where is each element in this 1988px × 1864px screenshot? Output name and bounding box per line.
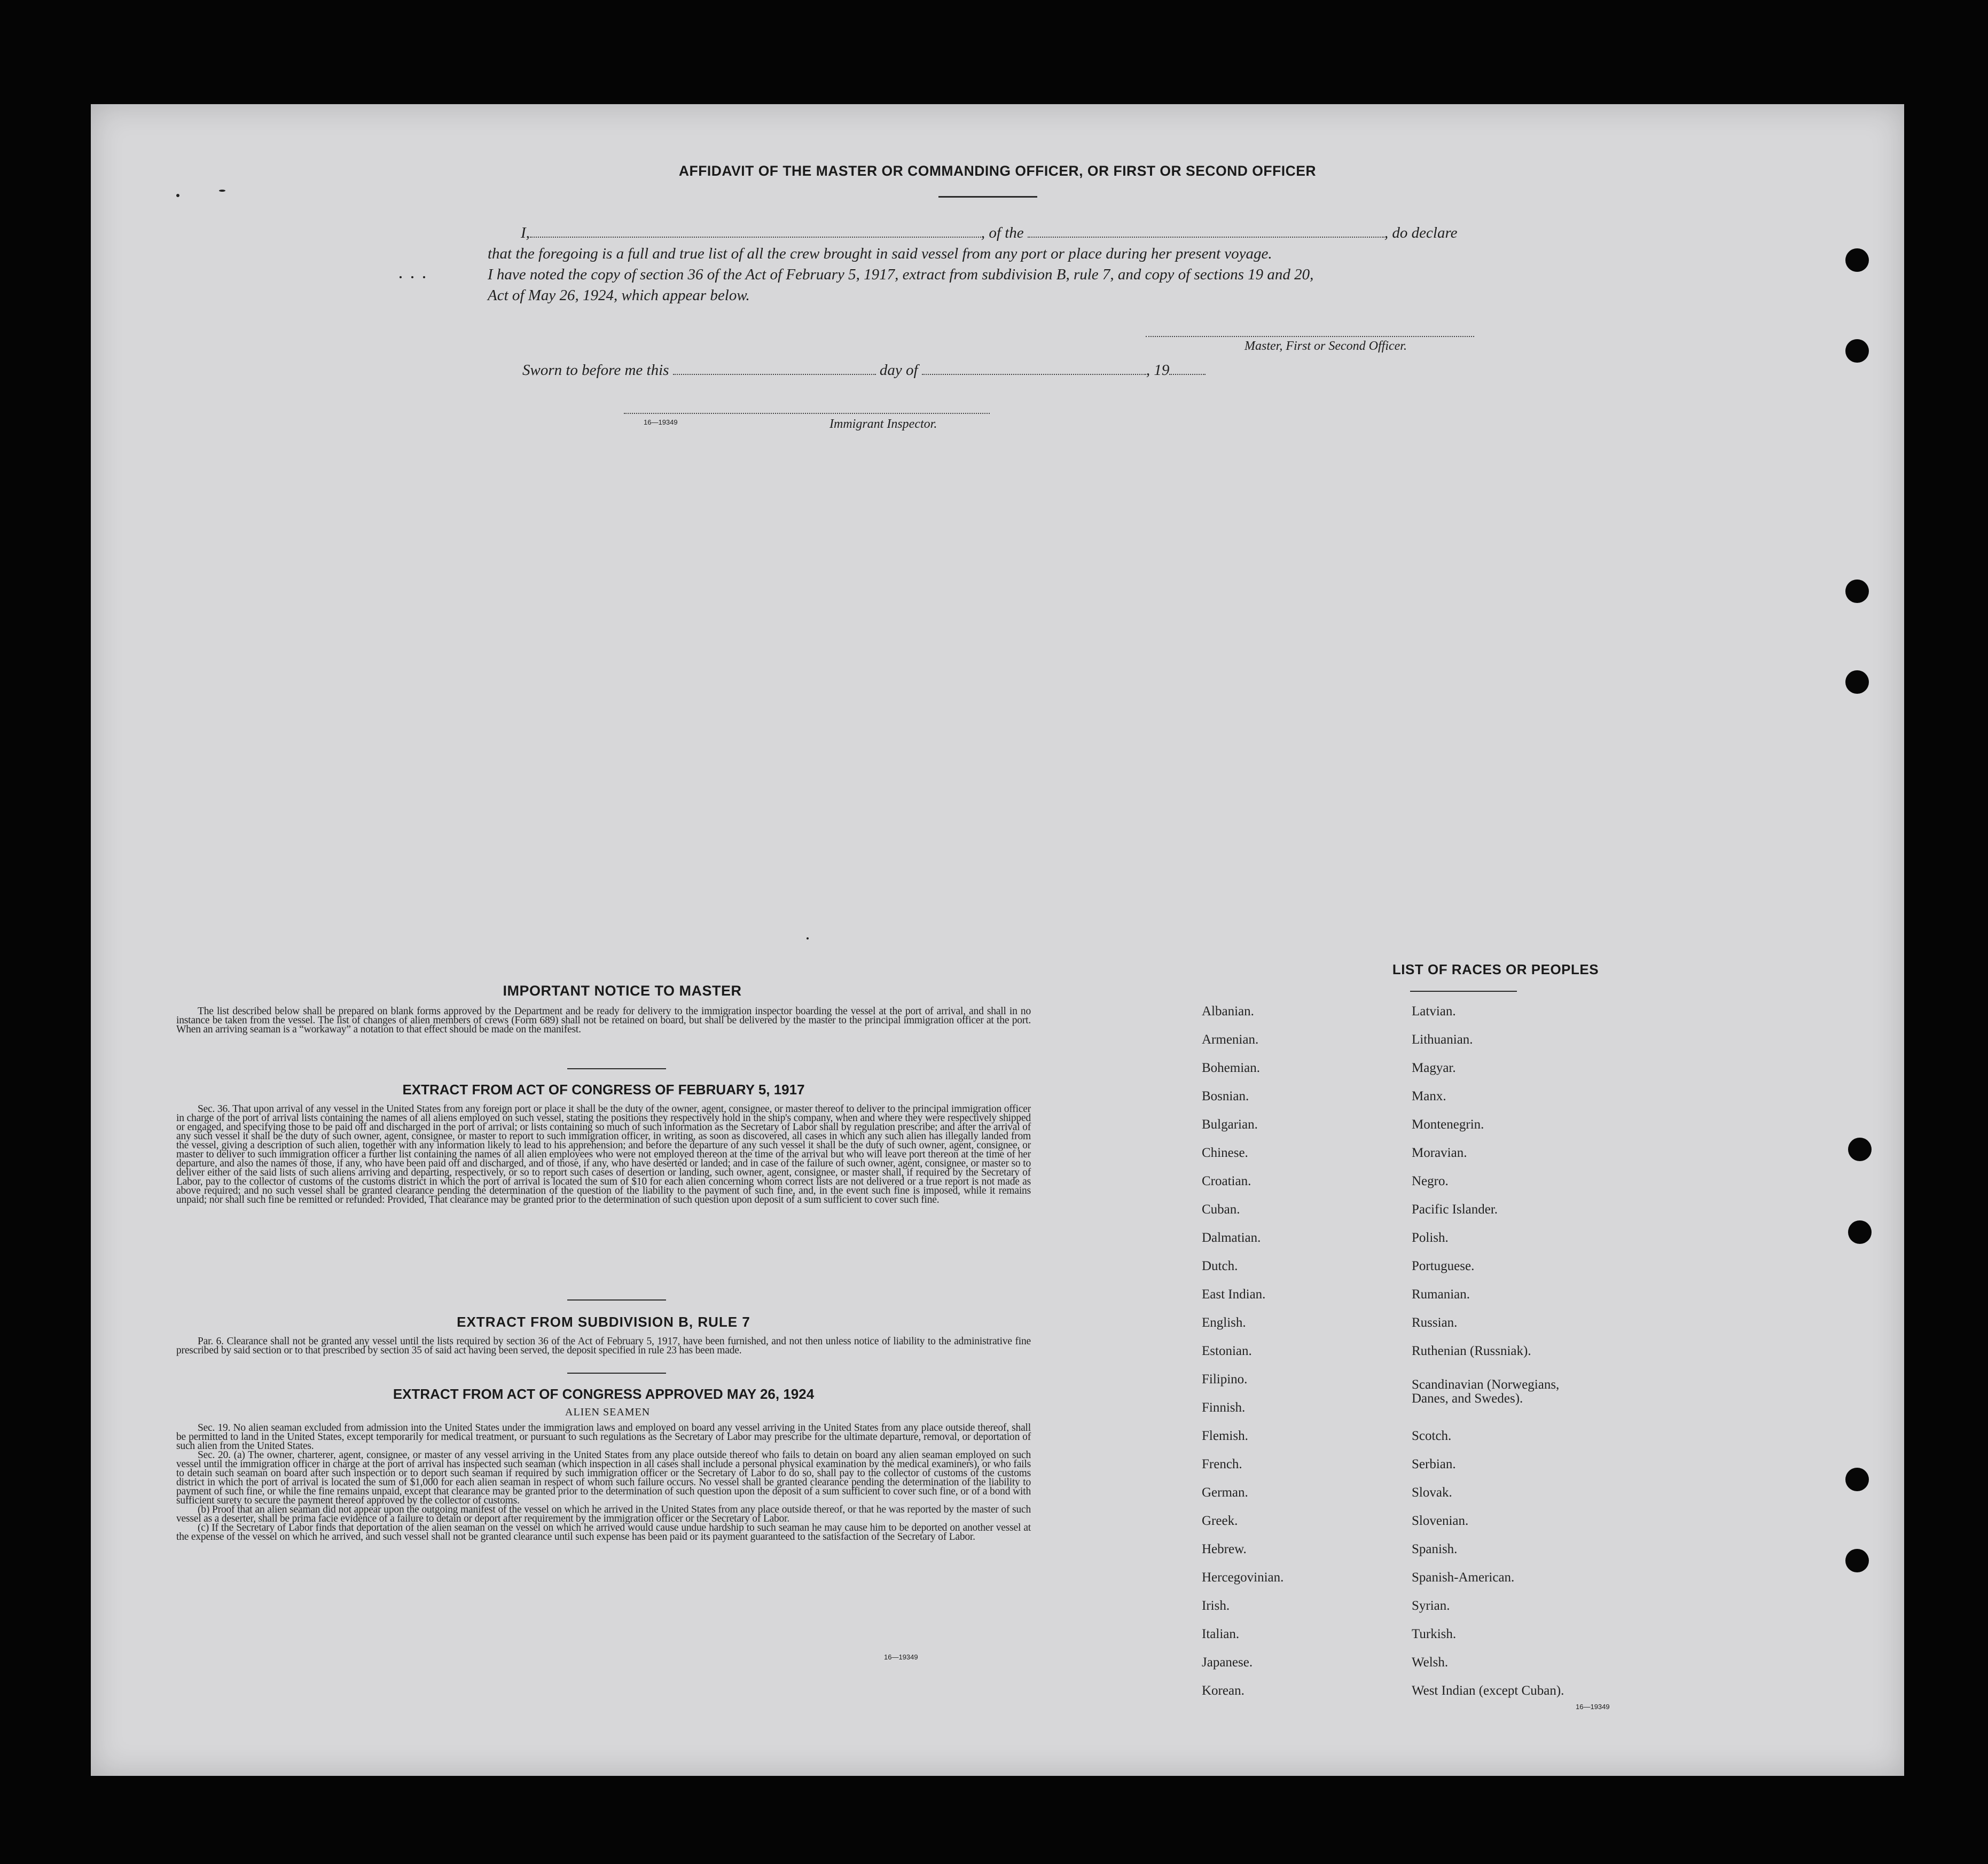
punch-hole (1845, 339, 1869, 363)
race-item: Slovak. (1412, 1485, 1452, 1500)
affidavit-title: AFFIDAVIT OF THE MASTER OR COMMANDING OFFICER, OR FIRST OR SECOND OFFICER (678, 163, 1317, 179)
race-item: East Indian. (1202, 1287, 1266, 1302)
race-item: Spanish. (1412, 1542, 1458, 1556)
race-item: Bulgarian. (1202, 1117, 1258, 1132)
declare-label: , do declare (1384, 224, 1458, 241)
race-item: Korean. (1202, 1683, 1245, 1698)
race-item: Flemish. (1202, 1429, 1248, 1443)
name-field[interactable] (530, 236, 981, 238)
speck (807, 937, 809, 939)
punch-hole (1845, 670, 1869, 694)
punch-hole (1845, 579, 1869, 603)
race-item: Polish. (1412, 1231, 1449, 1245)
notice-text (176, 1007, 1031, 1034)
race-item: Portuguese. (1412, 1259, 1475, 1273)
affidavit-line-4: Act of May 26, 1924, which appear below. (488, 287, 750, 304)
race-item: Dalmatian. (1202, 1231, 1261, 1245)
punch-hole (1848, 1220, 1872, 1244)
race-item: Estonian. (1202, 1344, 1252, 1358)
extract-1917-title: EXTRACT FROM ACT OF CONGRESS OF FEBRUARY 5, 1917 (402, 1082, 805, 1098)
rule-7-rule (567, 1373, 666, 1374)
extract-1924-title: EXTRACT FROM ACT OF CONGRESS APPROVED MAY 26, 1924 (393, 1386, 815, 1402)
races-title: LIST OF RACES OR PEOPLES (1392, 961, 1599, 977)
rule-7-text (176, 1337, 1031, 1355)
affidavit-line-1 (521, 224, 1458, 242)
races-rule (1410, 991, 1517, 992)
affidavit-title-rule (938, 196, 1037, 198)
race-item: Negro. (1412, 1174, 1449, 1188)
race-item: Scotch. (1412, 1429, 1452, 1443)
extract-form-number: 16—19349 (884, 1653, 918, 1661)
day-of-label: day of (879, 362, 918, 379)
speck (411, 276, 413, 278)
race-item: Russian. (1412, 1315, 1458, 1330)
race-item: Irish. (1202, 1599, 1230, 1613)
race-item: Spanish-American. (1412, 1570, 1515, 1585)
sworn-line (522, 362, 1206, 379)
sworn-day-field[interactable] (673, 373, 876, 375)
race-item: Serbian. (1412, 1457, 1456, 1471)
race-item: Armenian. (1202, 1032, 1259, 1047)
race-item: Bosnian. (1202, 1089, 1249, 1103)
sworn-year-field[interactable] (1169, 373, 1206, 375)
race-item: Japanese. (1202, 1655, 1253, 1670)
race-item: Turkish. (1412, 1627, 1457, 1641)
rule-7-title: EXTRACT FROM SUBDIVISION B, RULE 7 (457, 1314, 750, 1330)
race-item: Latvian. (1412, 1004, 1456, 1019)
race-item: Italian. (1202, 1627, 1240, 1641)
extract-1917-text (176, 1105, 1031, 1204)
sworn-label: Sworn to before me this (522, 362, 669, 379)
speck (176, 194, 179, 197)
extract-1917-rule (567, 1299, 666, 1301)
race-item: Syrian. (1412, 1599, 1450, 1613)
race-item: Lithuanian. (1412, 1032, 1473, 1047)
punch-hole (1845, 248, 1869, 272)
of-the-label: , of the (981, 224, 1024, 241)
race-item: Finnish. (1202, 1400, 1246, 1415)
race-item: Greek. (1202, 1514, 1238, 1528)
race-item: French. (1202, 1457, 1242, 1471)
section-20c-paragraph: (c) If the Secretary of Labor finds that deportation of the alien seaman on the vessel on which he arrived would cause undue hardship to such seaman he may cause him to be deported on another vessel at the expense of the vessel on which he arrived, and such vessel shall not be granted clearance until such expense has been paid or its payment guaranteed to the satisfaction of the Secretary of Labor. (176, 1522, 1031, 1542)
inspector-signature-line[interactable] (624, 413, 990, 414)
race-item: Chinese. (1202, 1146, 1248, 1160)
race-item: Ruthenian (Russniak). (1412, 1344, 1531, 1358)
form-number: 16—19349 (644, 418, 678, 426)
race-item: Hebrew. (1202, 1542, 1247, 1556)
inspector-label: Immigrant Inspector. (829, 417, 937, 431)
affidavit-line-2: that the foregoing is a full and true list of all the crew brought in said vessel from any port or place during her present voyage. (488, 245, 1272, 262)
race-item: Dutch. (1202, 1259, 1238, 1273)
race-item: Manx. (1412, 1089, 1446, 1103)
alien-seamen-heading: ALIEN SEAMEN (565, 1406, 651, 1418)
race-item: Montenegrin. (1412, 1117, 1484, 1132)
race-item: Scandinavian (Norwegians, Danes, and Swedes). (1412, 1377, 1560, 1406)
race-item: Rumanian. (1412, 1287, 1470, 1302)
race-item: Hercegovinian. (1202, 1570, 1284, 1585)
section-19-paragraph: Sec. 19. No alien seaman excluded from admission into the United States under the immigration laws and employed on board any vessel arriving in the United States from any place outside thereof, shall be permitted to land in the United States, except temporarily for medical treatment, or pursuant to such regulations as the Secretary of Labor may prescribe for the ultimate departure, removal, or deportation of such alien from the United States. (176, 1422, 1031, 1452)
section-20b-paragraph: (b) Proof that an alien seaman did not appear upon the outgoing manifest of the vessel on which he arrived in the United States from any place outside thereof, or that he was reported by the master of such vessel as a deserter, shall be prima facie evidence of a failure to detain or deport after requirement by the immigration officer or the Secretary of Labor. (176, 1504, 1031, 1524)
notice-rule (567, 1068, 666, 1069)
race-item: Croatian. (1202, 1174, 1251, 1188)
section-20a-paragraph: Sec. 20. (a) The owner, charterer, agent, consignee, or master of any vessel arriving in the United States from any place outside thereof who fails to detain on board any alien seaman employed on such vessel until the immigration officer in charge at the port of arrival has inspected such seaman (which inspection in all cases shall include a personal physical examination by the medical examiners), or who fails to detain such seaman on board after such inspection or to deport such seaman if required by such immigration officer or the Secretary of Labor to do so, shall pay to the collector of customs of the customs district in which the port of arrival is located the sum of $1,000 for each alien seaman in respect of whom such failure occurs. No vessel shall be granted clearance pending the determination of the liability to payment of such fine, or while the fine remains unpaid, except that clearance may be granted prior to the determination of such question upon the deposit of a sum sufficient to cover such fine, or of a bond with sufficient surety to secure the payment thereof approved by the collector of customs. (176, 1450, 1031, 1506)
race-item: German. (1202, 1485, 1248, 1500)
notice-title: IMPORTANT NOTICE TO MASTER (503, 983, 742, 999)
master-signature-line[interactable] (1146, 336, 1474, 337)
races-form-number: 16—19349 (1576, 1703, 1610, 1711)
race-item: Cuban. (1202, 1202, 1240, 1217)
punch-hole (1845, 1468, 1869, 1491)
affidavit-line-3: I have noted the copy of section 36 of the Act of February 5, 1917, extract from subdivision B, rule 7, and copy of sections 19 and 20, (488, 266, 1314, 283)
race-item: English. (1202, 1315, 1246, 1330)
section-36-paragraph: Sec. 36. That upon arrival of any vessel in the United States from any foreign port or place it shall be the duty of the owner, agent, consignee, or master thereof to deliver to the principal immigration officer in charge of the port of arrival lists containing the names of all aliens employed on such vessel, stating the positions they respectively hold in the ship's company, when and where they were respectively shipped or engaged, and specifying those to be paid off and discharged in the port of arrival; or lists containing so much of such information as the Secretary of Labor shall by regulation prescribe; and after the arrival of any such vessel it shall be the duty of such owner, agent, consignee, or master to report to such immigration officer, in writing, as soon as discovered, all cases in which any such alien has illegally landed from the vessel, giving a description of such alien, together with any information likely to lead to his apprehension; and before the departure of any such vessel it shall be the duty of such owner, agent, consignee, or master to deliver to such immigration officer a further list containing the names of all alien employees who were not employed thereon at the time of the arrival but who will leave port thereon at the time of her departure, and also the names of those, if any, who have been paid off and discharged, and of those, if any, who have deserted or landed; and in case of the failure of such owner, agent, consignee, or master so to deliver either of the said lists of such aliens arriving and departing, respectively, or so to report such cases of desertion or landing, such owner, agent, consignee, or master shall, if required by the Secretary of Labor, pay to the collector of customs of the customs district in which the port of arrival is located the sum of $10 for each alien concerning whom correct lists are not delivered or a true report is not made as above required; and no such vessel shall be granted clearance pending the determination of the question of the liability to the payment of such fine, and, in the event such fine is imposed, while it remains unpaid; nor shall such fine be remitted or refunded: Provided, That clearance may be granted prior to the determination of such question upon deposit of a sum sufficient to cover such fine. (176, 1103, 1031, 1205)
speck (423, 276, 425, 278)
race-item: Albanian. (1202, 1004, 1254, 1019)
master-signature-label: Master, First or Second Officer. (1245, 339, 1407, 353)
punch-hole (1848, 1138, 1872, 1161)
race-item: Moravian. (1412, 1146, 1467, 1160)
sworn-month-field[interactable] (922, 373, 1146, 375)
race-item: Pacific Islander. (1412, 1202, 1498, 1217)
notice-paragraph: The list described below shall be prepared on blank forms approved by the Department and be ready for delivery to the immigration inspector boarding the vessel at the port of arrival, and shall in no instance be taken from the vessel. The list of changes of alien members of crews (Form 689) shall not be retained on board, but shall be delivered by the master to the principal immigration officer at the port. When an arriving seaman is a “workaway” a notation to that effect should be made on the manifest. (176, 1006, 1031, 1035)
punch-hole (1845, 1549, 1869, 1572)
race-item: Bohemian. (1202, 1061, 1261, 1075)
speck (400, 276, 402, 278)
race-item: Slovenian. (1412, 1514, 1469, 1528)
form-sheet (91, 104, 1904, 1776)
vessel-field[interactable] (1028, 236, 1384, 238)
extract-1924-text (176, 1423, 1031, 1541)
speck (219, 190, 225, 192)
race-item: West Indian (except Cuban). (1412, 1683, 1564, 1698)
race-item: Welsh. (1412, 1655, 1449, 1670)
race-item: Filipino. (1202, 1372, 1248, 1387)
race-item: Magyar. (1412, 1061, 1456, 1075)
paragraph-6: Par. 6. Clearance shall not be granted any vessel until the lists required by section 36 of the Act of February 5, 1917, have been furnished, and not then unless notice of liability to the administrative fine prescribed by said section or to that prescribed by section 35 of said act having been served, the deposit specified in rule 23 has been made. (176, 1336, 1031, 1356)
year-label: , 19 (1146, 362, 1170, 379)
i-label: I, (521, 224, 530, 241)
